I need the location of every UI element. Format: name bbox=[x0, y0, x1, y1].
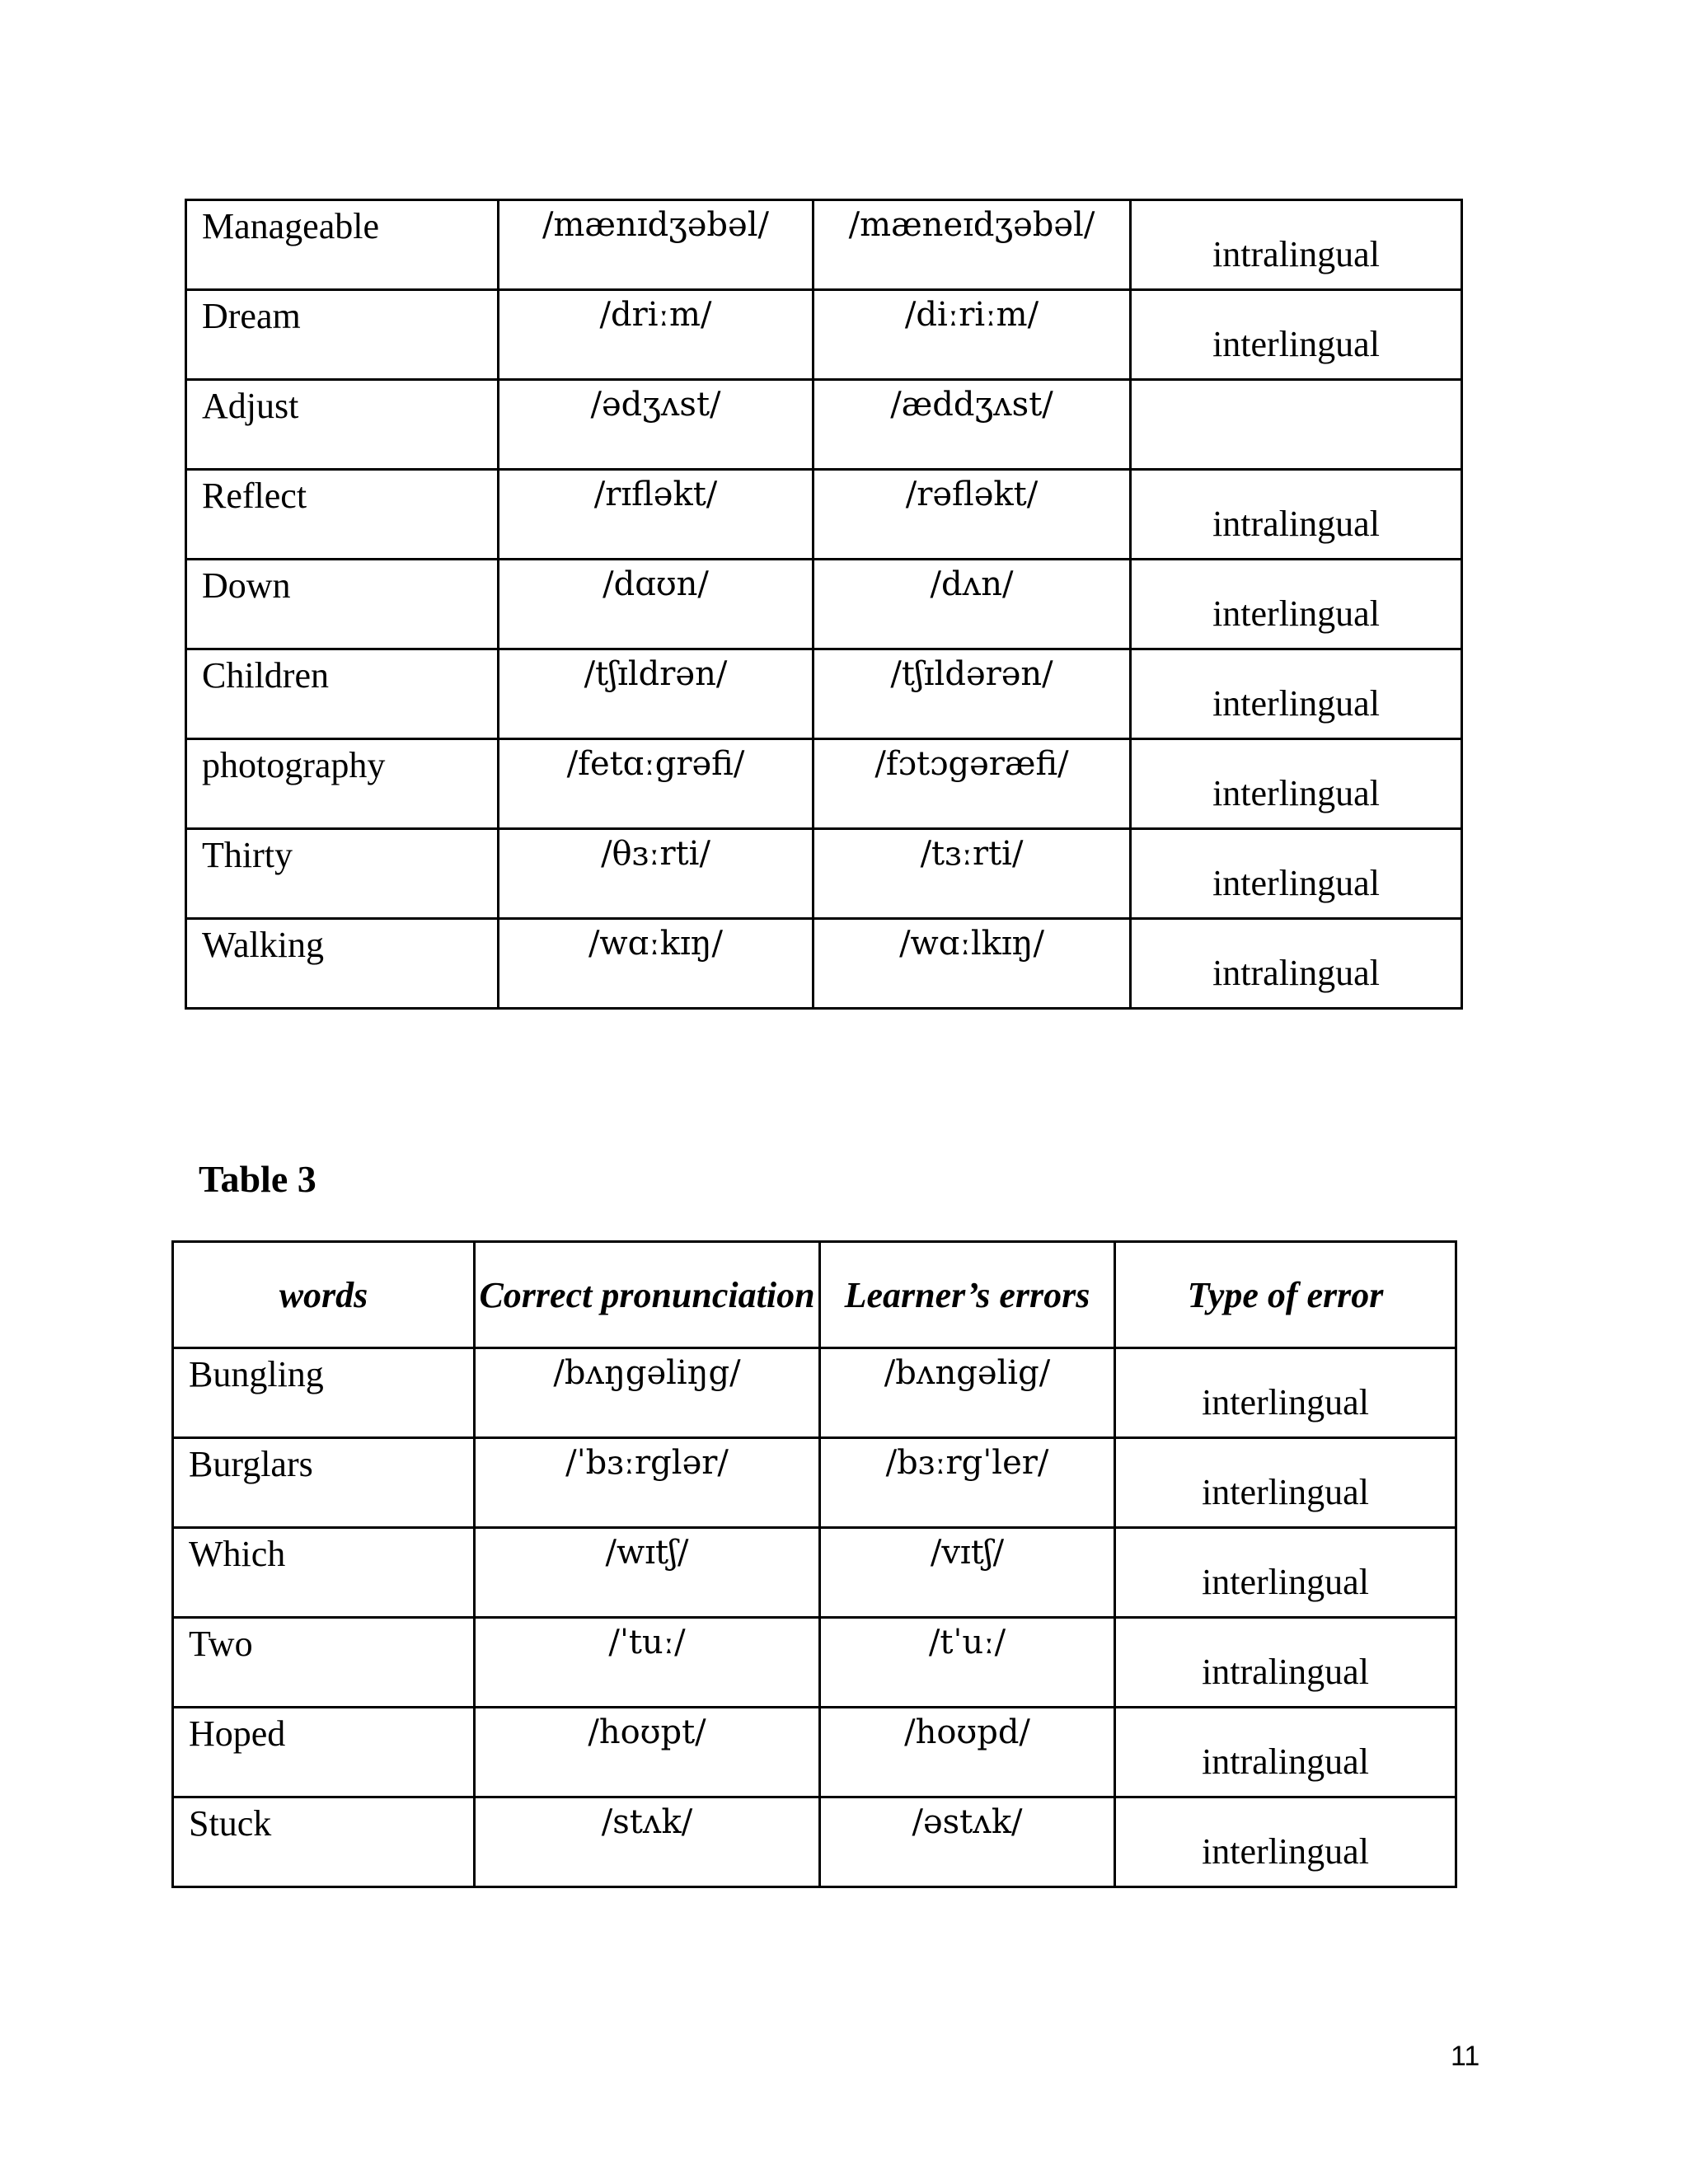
word-cell: Dream bbox=[186, 290, 499, 380]
learner-error-cell: /vɪtʃ/ bbox=[820, 1528, 1115, 1618]
header-learners-errors: Learner’s errors bbox=[820, 1242, 1115, 1348]
correct-pronunciation-cell: /fetɑːgrəfi/ bbox=[499, 739, 814, 829]
error-type-cell: interlingual bbox=[1131, 560, 1462, 649]
correct-pronunciation-cell: /rɪfləkt/ bbox=[499, 470, 814, 560]
learner-error-cell: /æddʒʌst/ bbox=[814, 380, 1131, 470]
table-row bbox=[186, 200, 1462, 290]
word-cell: Burglars bbox=[173, 1438, 475, 1528]
header-correct-pronunciation: Correct pronunciation bbox=[475, 1242, 820, 1348]
word-cell: photography bbox=[186, 739, 499, 829]
table-row bbox=[173, 1528, 1456, 1618]
error-type-cell: interlingual bbox=[1131, 829, 1462, 919]
pronunciation-table-3 bbox=[171, 1240, 1457, 1888]
correct-pronunciation-cell: /driːm/ bbox=[499, 290, 814, 380]
page-number: 11 bbox=[1451, 2041, 1480, 2072]
word-cell: Reflect bbox=[186, 470, 499, 560]
learner-error-cell: /bɜːrgˈler/ bbox=[820, 1438, 1115, 1528]
correct-pronunciation-cell: /dɑʊn/ bbox=[499, 560, 814, 649]
word-cell: Adjust bbox=[186, 380, 499, 470]
table-row bbox=[186, 380, 1462, 470]
word-cell: Hoped bbox=[173, 1708, 475, 1797]
correct-pronunciation-cell: /tʃɪldrən/ bbox=[499, 649, 814, 739]
table-row bbox=[173, 1797, 1456, 1887]
learner-error-cell: /tˈuː/ bbox=[820, 1618, 1115, 1708]
word-cell: Bungling bbox=[173, 1348, 475, 1438]
table-row bbox=[186, 290, 1462, 380]
word-cell: Stuck bbox=[173, 1797, 475, 1887]
table-row bbox=[186, 560, 1462, 649]
table-row bbox=[186, 919, 1462, 1009]
error-type-cell: interlingual bbox=[1131, 649, 1462, 739]
word-cell: Down bbox=[186, 560, 499, 649]
correct-pronunciation-cell: /wɪtʃ/ bbox=[475, 1528, 820, 1618]
learner-error-cell: /dʌn/ bbox=[814, 560, 1131, 649]
error-type-cell: interlingual bbox=[1131, 290, 1462, 380]
error-type-cell: intralingual bbox=[1115, 1708, 1456, 1797]
correct-pronunciation-cell: /mænɪdʒəbəl/ bbox=[499, 200, 814, 290]
word-cell: Walking bbox=[186, 919, 499, 1009]
error-type-cell: interlingual bbox=[1131, 739, 1462, 829]
header-type-of-error: Type of error bbox=[1115, 1242, 1456, 1348]
table-caption: Table 3 bbox=[199, 1158, 316, 1200]
table-row bbox=[186, 739, 1462, 829]
header-words: words bbox=[173, 1242, 475, 1348]
table-row bbox=[173, 1438, 1456, 1528]
error-type-cell: intralingual bbox=[1131, 919, 1462, 1009]
error-type-cell: interlingual bbox=[1115, 1528, 1456, 1618]
learner-error-cell: /fɔtɔgəræfi/ bbox=[814, 739, 1131, 829]
correct-pronunciation-cell: /θɜːrti/ bbox=[499, 829, 814, 919]
learner-error-cell: /wɑːlkɪŋ/ bbox=[814, 919, 1131, 1009]
learner-error-cell: /hoʊpd/ bbox=[820, 1708, 1115, 1797]
correct-pronunciation-cell: /wɑːkɪŋ/ bbox=[499, 919, 814, 1009]
correct-pronunciation-cell: /ədʒʌst/ bbox=[499, 380, 814, 470]
table-row bbox=[186, 829, 1462, 919]
word-cell: Children bbox=[186, 649, 499, 739]
correct-pronunciation-cell: /hoʊpt/ bbox=[475, 1708, 820, 1797]
error-type-cell: intralingual bbox=[1131, 470, 1462, 560]
word-cell: Which bbox=[173, 1528, 475, 1618]
table-row bbox=[173, 1618, 1456, 1708]
learner-error-cell: /diːriːm/ bbox=[814, 290, 1131, 380]
word-cell: Manageable bbox=[186, 200, 499, 290]
learner-error-cell: /əstʌk/ bbox=[820, 1797, 1115, 1887]
correct-pronunciation-cell: /ˈtuː/ bbox=[475, 1618, 820, 1708]
table-row bbox=[186, 649, 1462, 739]
error-type-cell bbox=[1131, 380, 1462, 470]
error-type-cell: intralingual bbox=[1131, 200, 1462, 290]
table-header-row bbox=[173, 1242, 1456, 1348]
pronunciation-table-continued bbox=[185, 199, 1463, 1010]
error-type-cell: interlingual bbox=[1115, 1797, 1456, 1887]
correct-pronunciation-cell: /stʌk/ bbox=[475, 1797, 820, 1887]
error-type-cell: intralingual bbox=[1115, 1618, 1456, 1708]
word-cell: Thirty bbox=[186, 829, 499, 919]
learner-error-cell: /tʃɪldərən/ bbox=[814, 649, 1131, 739]
learner-error-cell: /bʌngəlig/ bbox=[820, 1348, 1115, 1438]
table-row bbox=[173, 1708, 1456, 1797]
correct-pronunciation-cell: /bʌŋgəliŋg/ bbox=[475, 1348, 820, 1438]
learner-error-cell: /rəfləkt/ bbox=[814, 470, 1131, 560]
correct-pronunciation-cell: /ˈbɜːrglər/ bbox=[475, 1438, 820, 1528]
table-row bbox=[173, 1348, 1456, 1438]
word-cell: Two bbox=[173, 1618, 475, 1708]
error-type-cell: interlingual bbox=[1115, 1348, 1456, 1438]
table-row bbox=[186, 470, 1462, 560]
error-type-cell: interlingual bbox=[1115, 1438, 1456, 1528]
learner-error-cell: /mæneɪdʒəbəl/ bbox=[814, 200, 1131, 290]
learner-error-cell: /tɜːrti/ bbox=[814, 829, 1131, 919]
